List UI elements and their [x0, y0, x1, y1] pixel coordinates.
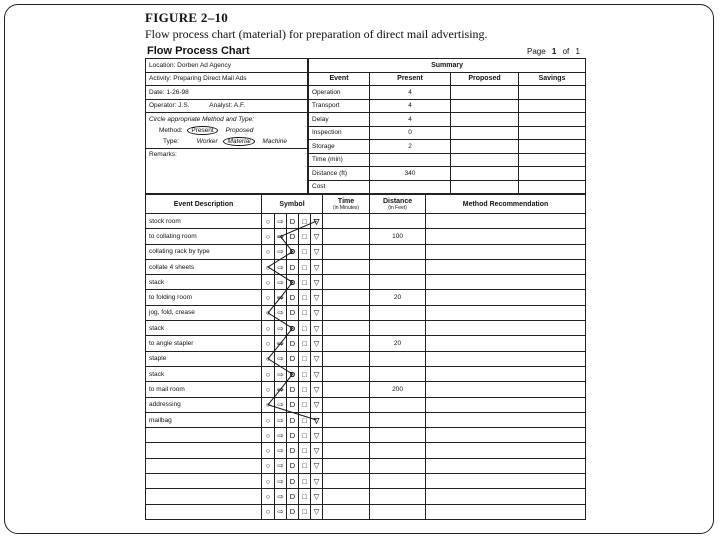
transport-symbol: ⇨ [275, 504, 287, 519]
event-row [146, 351, 586, 366]
event-recommendation [426, 229, 586, 244]
storage-symbol: ▽ [311, 366, 323, 381]
event-row [146, 458, 586, 473]
date-field: Date: 1-26-98 [146, 86, 308, 100]
event-distance [370, 366, 426, 381]
event-description [146, 489, 262, 504]
inspection-symbol: □ [299, 397, 311, 412]
transport-symbol: ⇨ [275, 259, 287, 274]
inspection-symbol: □ [299, 305, 311, 320]
summary-row [309, 99, 586, 113]
event-recommendation [426, 366, 586, 381]
inspection-symbol: □ [299, 214, 311, 229]
event-time [323, 397, 370, 412]
storage-symbol: ▽ [311, 321, 323, 336]
event-table [145, 194, 586, 520]
event-row [146, 321, 586, 336]
event-distance [370, 259, 426, 274]
inspection-symbol: □ [299, 474, 311, 489]
summary-row [309, 86, 586, 100]
event-row [146, 229, 586, 244]
operation-symbol: ○ [262, 321, 275, 336]
summary-savings [519, 113, 586, 127]
summary-row [309, 167, 586, 181]
summary-row [309, 113, 586, 127]
storage-symbol: ▽ [311, 397, 323, 412]
event-row [146, 428, 586, 443]
delay-symbol: D [287, 244, 299, 259]
event-row [146, 474, 586, 489]
storage-symbol: ▽ [311, 504, 323, 519]
inspection-symbol: □ [299, 428, 311, 443]
event-time [323, 428, 370, 443]
transport-symbol: ⇨ [275, 458, 287, 473]
storage-symbol: ▽ [311, 443, 323, 458]
inspection-symbol: □ [299, 412, 311, 427]
event-description: collate 4 sheets [146, 259, 262, 274]
method-proposed: Proposed [225, 127, 254, 135]
summary-proposed [451, 99, 519, 113]
storage-symbol: ▽ [311, 351, 323, 366]
delay-symbol: D [287, 489, 299, 504]
type-machine: Machine [262, 138, 287, 146]
event-time [323, 336, 370, 351]
event-row [146, 412, 586, 427]
event-row [146, 214, 586, 229]
summary-table [308, 58, 586, 194]
operation-symbol: ○ [262, 229, 275, 244]
summary-proposed [451, 167, 519, 181]
summary-event: Distance (ft) [309, 167, 370, 181]
transport-symbol: ⇨ [275, 489, 287, 504]
event-row [146, 275, 586, 290]
event-recommendation [426, 244, 586, 259]
event-distance [370, 275, 426, 290]
summary-event: Inspection [309, 126, 370, 140]
event-row [146, 305, 586, 320]
event-distance [370, 428, 426, 443]
event-recommendation [426, 382, 586, 397]
event-time [323, 259, 370, 274]
event-row [146, 259, 586, 274]
summary-savings [519, 140, 586, 154]
event-row [146, 366, 586, 381]
delay-symbol: D [287, 229, 299, 244]
delay-symbol: D [287, 366, 299, 381]
transport-symbol: ⇨ [275, 443, 287, 458]
storage-symbol: ▽ [311, 290, 323, 305]
transport-symbol: ⇨ [275, 244, 287, 259]
event-description [146, 504, 262, 519]
chart-title: Flow Process Chart [147, 45, 250, 57]
operation-symbol: ○ [262, 428, 275, 443]
summary-event: Operation [309, 86, 370, 100]
summary-proposed [451, 86, 519, 100]
storage-symbol: ▽ [311, 412, 323, 427]
summary-row [309, 180, 586, 194]
location-field: Location: Dorben Ad Agency [146, 59, 308, 73]
event-distance [370, 214, 426, 229]
event-distance [370, 351, 426, 366]
inspection-symbol: □ [299, 244, 311, 259]
remarks-field: Remarks: [146, 149, 308, 194]
operation-symbol: ○ [262, 412, 275, 427]
delay-symbol: D [287, 321, 299, 336]
circle-instruction: Circle appropriate Method and Type: [149, 116, 255, 124]
event-time [323, 458, 370, 473]
inspection-symbol: □ [299, 382, 311, 397]
activity-field: Activity: Preparing Direct Mail Ads [146, 72, 308, 86]
event-time [323, 474, 370, 489]
transport-symbol: ⇨ [275, 290, 287, 305]
storage-symbol: ▽ [311, 382, 323, 397]
event-description: collating rack by type [146, 244, 262, 259]
event-recommendation [426, 290, 586, 305]
inspection-symbol: □ [299, 443, 311, 458]
event-description: to mail room [146, 382, 262, 397]
event-time [323, 504, 370, 519]
page-total: 1 [575, 47, 580, 56]
type-label: Type: [163, 138, 179, 146]
delay-symbol: D [287, 428, 299, 443]
event-recommendation [426, 474, 586, 489]
event-description: to collating room [146, 229, 262, 244]
summary-header-present: Present [370, 72, 451, 86]
delay-symbol: D [287, 412, 299, 427]
inspection-symbol: □ [299, 489, 311, 504]
event-recommendation [426, 336, 586, 351]
delay-symbol: D [287, 397, 299, 412]
event-distance [370, 458, 426, 473]
delay-symbol: D [287, 443, 299, 458]
summary-header-proposed: Proposed [451, 72, 519, 86]
figure-caption: Flow process chart (material) for preparation of direct mail advertising. [145, 27, 488, 41]
event-recommendation [426, 458, 586, 473]
summary-present: 340 [370, 167, 451, 181]
transport-symbol: ⇨ [275, 366, 287, 381]
event-row [146, 397, 586, 412]
operation-symbol: ○ [262, 244, 275, 259]
event-description: mailbag [146, 412, 262, 427]
event-distance: 100 [370, 229, 426, 244]
analyst-field: Analyst: A.F. [209, 102, 246, 110]
delay-symbol: D [287, 474, 299, 489]
event-recommendation [426, 275, 586, 290]
summary-present [370, 153, 451, 167]
event-recommendation [426, 214, 586, 229]
event-description: stack [146, 275, 262, 290]
inspection-symbol: □ [299, 458, 311, 473]
storage-symbol: ▽ [311, 259, 323, 274]
transport-symbol: ⇨ [275, 305, 287, 320]
operation-symbol: ○ [262, 397, 275, 412]
type-worker: Worker [196, 138, 218, 146]
event-row [146, 290, 586, 305]
event-time [323, 366, 370, 381]
event-recommendation [426, 443, 586, 458]
event-time [323, 290, 370, 305]
event-distance [370, 321, 426, 336]
header-description: Event Description [146, 195, 262, 214]
operation-symbol: ○ [262, 290, 275, 305]
event-recommendation [426, 504, 586, 519]
event-time [323, 321, 370, 336]
event-time [323, 489, 370, 504]
event-description: staple [146, 351, 262, 366]
operation-symbol: ○ [262, 305, 275, 320]
event-recommendation [426, 321, 586, 336]
event-row [146, 382, 586, 397]
inspection-symbol: □ [299, 229, 311, 244]
event-time [323, 244, 370, 259]
operation-symbol: ○ [262, 489, 275, 504]
header-time: Time (in Minutes) [323, 195, 370, 214]
transport-symbol: ⇨ [275, 474, 287, 489]
event-distance: 200 [370, 382, 426, 397]
delay-symbol: D [287, 504, 299, 519]
delay-symbol: D [287, 275, 299, 290]
summary-present [370, 180, 451, 194]
delay-symbol: D [287, 214, 299, 229]
operator-field: Operator: J.S. [149, 102, 190, 110]
event-time [323, 229, 370, 244]
event-description: addressing [146, 397, 262, 412]
method-label: Method: [159, 127, 183, 135]
method-type-field [146, 113, 308, 149]
event-description [146, 458, 262, 473]
event-distance [370, 244, 426, 259]
summary-proposed [451, 126, 519, 140]
page-of: of [562, 47, 570, 56]
summary-event: Delay [309, 113, 370, 127]
operation-symbol: ○ [262, 214, 275, 229]
event-time [323, 443, 370, 458]
page-prefix: Page [527, 47, 546, 56]
transport-symbol: ⇨ [275, 321, 287, 336]
figure-title: FIGURE 2–10 [145, 10, 229, 25]
summary-proposed [451, 153, 519, 167]
operator-analyst-field [146, 99, 308, 113]
summary-row [309, 126, 586, 140]
event-distance: 20 [370, 336, 426, 351]
delay-symbol: D [287, 259, 299, 274]
transport-symbol: ⇨ [275, 214, 287, 229]
transport-symbol: ⇨ [275, 351, 287, 366]
event-recommendation [426, 412, 586, 427]
event-time [323, 382, 370, 397]
transport-symbol: ⇨ [275, 336, 287, 351]
storage-symbol: ▽ [311, 305, 323, 320]
storage-symbol: ▽ [311, 214, 323, 229]
inspection-symbol: □ [299, 351, 311, 366]
type-material: Material [223, 137, 254, 146]
inspection-symbol: □ [299, 259, 311, 274]
transport-symbol: ⇨ [275, 275, 287, 290]
header-distance: Distance (in Feet) [370, 195, 426, 214]
operation-symbol: ○ [262, 474, 275, 489]
event-description: jog, fold, crease [146, 305, 262, 320]
summary-event: Storage [309, 140, 370, 154]
event-recommendation [426, 489, 586, 504]
operation-symbol: ○ [262, 351, 275, 366]
delay-symbol: D [287, 351, 299, 366]
operation-symbol: ○ [262, 366, 275, 381]
summary-present: 2 [370, 140, 451, 154]
delay-symbol: D [287, 382, 299, 397]
summary-event: Transport [309, 99, 370, 113]
summary-savings [519, 180, 586, 194]
header-symbol: Symbol [262, 195, 323, 214]
event-recommendation [426, 305, 586, 320]
event-distance [370, 474, 426, 489]
event-recommendation [426, 428, 586, 443]
transport-symbol: ⇨ [275, 412, 287, 427]
event-row [146, 489, 586, 504]
transport-symbol: ⇨ [275, 382, 287, 397]
summary-row [309, 140, 586, 154]
inspection-symbol: □ [299, 366, 311, 381]
event-distance: 20 [370, 290, 426, 305]
inspection-symbol: □ [299, 290, 311, 305]
event-time [323, 275, 370, 290]
event-description: to angle stapler [146, 336, 262, 351]
summary-proposed [451, 113, 519, 127]
summary-savings [519, 99, 586, 113]
storage-symbol: ▽ [311, 275, 323, 290]
method-present: Present [187, 126, 217, 135]
info-block [145, 58, 308, 194]
inspection-symbol: □ [299, 336, 311, 351]
delay-symbol: D [287, 290, 299, 305]
event-row [146, 336, 586, 351]
transport-symbol: ⇨ [275, 229, 287, 244]
summary-event: Cost [309, 180, 370, 194]
page-number: 1 [551, 47, 557, 56]
storage-symbol: ▽ [311, 229, 323, 244]
delay-symbol: D [287, 458, 299, 473]
storage-symbol: ▽ [311, 336, 323, 351]
operation-symbol: ○ [262, 382, 275, 397]
delay-symbol: D [287, 336, 299, 351]
event-recommendation [426, 397, 586, 412]
storage-symbol: ▽ [311, 244, 323, 259]
inspection-symbol: □ [299, 275, 311, 290]
summary-savings [519, 86, 586, 100]
summary-present: 4 [370, 86, 451, 100]
event-distance [370, 489, 426, 504]
operation-symbol: ○ [262, 336, 275, 351]
summary-title: Summary [309, 59, 586, 73]
summary-present: 0 [370, 126, 451, 140]
event-recommendation [426, 351, 586, 366]
operation-symbol: ○ [262, 504, 275, 519]
summary-savings [519, 167, 586, 181]
storage-symbol: ▽ [311, 489, 323, 504]
event-description [146, 443, 262, 458]
summary-present: 4 [370, 113, 451, 127]
transport-symbol: ⇨ [275, 397, 287, 412]
inspection-symbol: □ [299, 504, 311, 519]
operation-symbol: ○ [262, 275, 275, 290]
summary-savings [519, 153, 586, 167]
transport-symbol: ⇨ [275, 428, 287, 443]
page-label [527, 47, 580, 56]
summary-row [309, 153, 586, 167]
summary-header-event: Event [309, 72, 370, 86]
storage-symbol: ▽ [311, 458, 323, 473]
event-time [323, 412, 370, 427]
operation-symbol: ○ [262, 443, 275, 458]
event-description: stack [146, 321, 262, 336]
summary-header-savings: Savings [519, 72, 586, 86]
event-recommendation [426, 259, 586, 274]
header-recommendation: Method Recommendation [426, 195, 586, 214]
event-distance [370, 504, 426, 519]
event-distance [370, 443, 426, 458]
event-description: stock room [146, 214, 262, 229]
summary-event: Time (min) [309, 153, 370, 167]
storage-symbol: ▽ [311, 428, 323, 443]
event-distance [370, 305, 426, 320]
event-description: to folding room [146, 290, 262, 305]
summary-present: 4 [370, 99, 451, 113]
event-row [146, 443, 586, 458]
summary-savings [519, 126, 586, 140]
event-time [323, 305, 370, 320]
delay-symbol: D [287, 305, 299, 320]
event-description [146, 474, 262, 489]
event-row [146, 244, 586, 259]
event-row [146, 504, 586, 519]
figure-header [145, 10, 488, 42]
event-distance [370, 412, 426, 427]
event-description [146, 428, 262, 443]
summary-proposed [451, 180, 519, 194]
event-distance [370, 397, 426, 412]
inspection-symbol: □ [299, 321, 311, 336]
operation-symbol: ○ [262, 259, 275, 274]
event-time [323, 214, 370, 229]
summary-proposed [451, 140, 519, 154]
operation-symbol: ○ [262, 458, 275, 473]
event-description: stack [146, 366, 262, 381]
event-time [323, 351, 370, 366]
storage-symbol: ▽ [311, 474, 323, 489]
